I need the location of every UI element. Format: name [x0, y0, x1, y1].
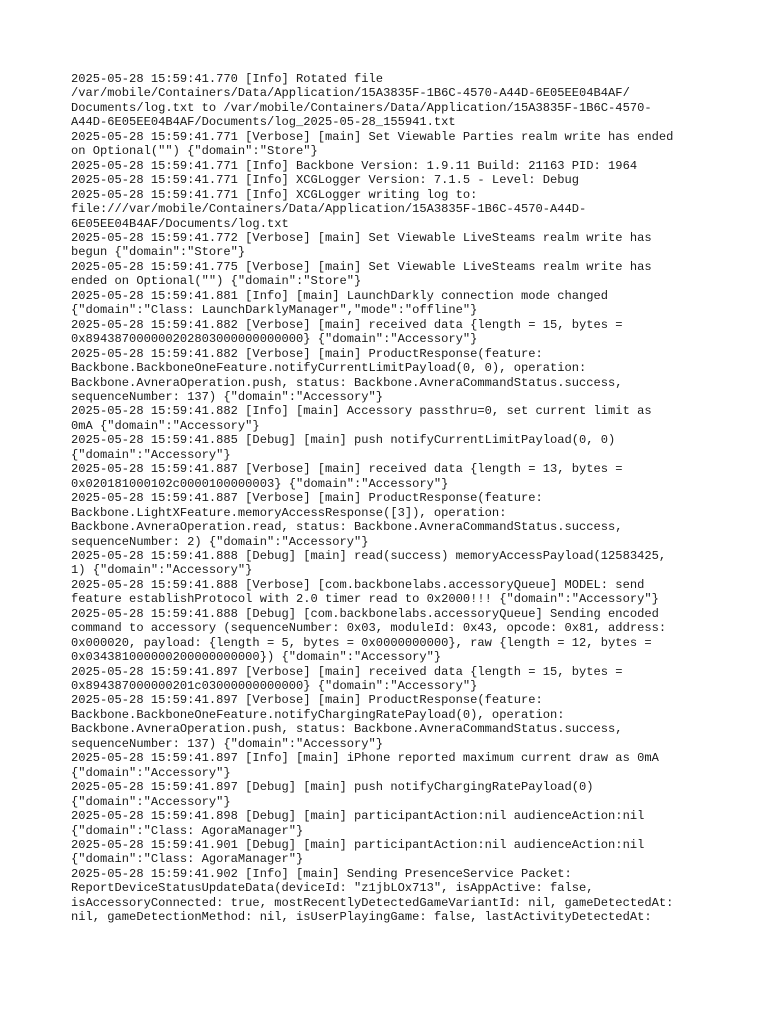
log-line: 0x894387000000201c03000000000000} {"domain":"Accessory"}	[71, 679, 478, 694]
log-line: Backbone.LightXFeature.memoryAccessResponse([3]), operation:	[71, 505, 507, 520]
log-line: file:///var/mobile/Containers/Data/Application/15A3835F-1B6C-4570-A44D-	[71, 202, 587, 217]
log-line: 0x894387000000202803000000000000} {"domain":"Accessory"}	[71, 332, 478, 347]
log-line: /var/mobile/Containers/Data/Application/15A3835F-1B6C-4570-A44D-6E05EE04B4AF/	[71, 86, 630, 101]
log-line: nil, gameDetectionMethod: nil, isUserPlayingGame: false, lastActivityDetectedAt:	[71, 910, 652, 925]
log-line: 0x034381000000200000000000}) {"domain":"Accessory"}	[71, 650, 442, 665]
log-line: 2025-05-28 15:59:41.897 [Debug] [main] push notifyChargingRatePayload(0)	[71, 780, 594, 795]
log-line: sequenceNumber: 137) {"domain":"Accessory"}	[71, 736, 384, 751]
log-line: {"domain":"Class: LaunchDarklyManager","mode":"offline"}	[71, 303, 478, 318]
log-line: on Optional("") {"domain":"Store"}	[71, 144, 318, 159]
log-line: ended on Optional("") {"domain":"Store"}	[71, 274, 362, 289]
log-line: sequenceNumber: 2) {"domain":"Accessory"}	[71, 534, 369, 549]
log-line: {"domain":"Accessory"}	[71, 794, 231, 809]
log-line: 2025-05-28 15:59:41.881 [Info] [main] LaunchDarkly connection mode changed	[71, 288, 609, 303]
log-line: Backbone.BackboneOneFeature.notifyChargingRatePayload(0), operation:	[71, 707, 565, 722]
log-line: 2025-05-28 15:59:41.897 [Verbose] [main] ProductResponse(feature:	[71, 693, 543, 708]
log-line: 2025-05-28 15:59:41.888 [Debug] [main] read(success) memoryAccessPayload(12583425,	[71, 548, 667, 563]
log-line: 2025-05-28 15:59:41.888 [Debug] [com.backbonelabs.accessoryQueue] Sending encoded	[71, 606, 659, 621]
log-line: 2025-05-28 15:59:41.771 [Info] Backbone Version: 1.9.11 Build: 21163 PID: 1964	[71, 158, 638, 173]
log-line: 2025-05-28 15:59:41.901 [Debug] [main] participantAction:nil audienceAction:nil	[71, 838, 645, 853]
log-line: begun {"domain":"Store"}	[71, 245, 246, 260]
log-line: 0mA {"domain":"Accessory"}	[71, 418, 260, 433]
log-line: 2025-05-28 15:59:41.885 [Debug] [main] push notifyCurrentLimitPayload(0, 0)	[71, 433, 616, 448]
log-line: 2025-05-28 15:59:41.887 [Verbose] [main] received data {length = 13, bytes =	[71, 462, 623, 477]
log-line: A44D-6E05EE04B4AF/Documents/log_2025-05-28_155941.txt	[71, 115, 456, 130]
log-line: 2025-05-28 15:59:41.882 [Verbose] [main] received data {length = 15, bytes =	[71, 317, 623, 332]
log-line: sequenceNumber: 137) {"domain":"Accessory"}	[71, 389, 384, 404]
log-line: 2025-05-28 15:59:41.771 [Verbose] [main] Set Viewable Parties realm write has ended	[71, 129, 674, 144]
log-line: {"domain":"Class: AgoraManager"}	[71, 852, 304, 867]
log-line: 2025-05-28 15:59:41.771 [Info] XCGLogger Version: 7.1.5 - Level: Debug	[71, 173, 580, 188]
log-line: Backbone.BackboneOneFeature.notifyCurrentLimitPayload(0, 0), operation:	[71, 361, 587, 376]
log-line: Backbone.AvneraOperation.push, status: Backbone.AvneraCommandStatus.success,	[71, 722, 623, 737]
log-line: isAccessoryConnected: true, mostRecentlyDetectedGameVariantId: nil, gameDetectedAt:	[71, 895, 674, 910]
log-line: 2025-05-28 15:59:41.887 [Verbose] [main] ProductResponse(feature:	[71, 491, 543, 506]
log-line: 2025-05-28 15:59:41.888 [Verbose] [com.backbonelabs.accessoryQueue] MODEL: send	[71, 577, 645, 592]
log-line: 2025-05-28 15:59:41.897 [Verbose] [main] received data {length = 15, bytes =	[71, 664, 623, 679]
log-line: Backbone.AvneraOperation.read, status: Backbone.AvneraCommandStatus.success,	[71, 520, 623, 535]
log-line: 0x000020, payload: {length = 5, bytes = 0x0000000000}, raw {length = 12, bytes =	[71, 635, 652, 650]
log-line: command to accessory (sequenceNumber: 0x03, moduleId: 0x43, opcode: 0x81, address:	[71, 621, 667, 636]
log-line: 1) {"domain":"Accessory"}	[71, 563, 253, 578]
log-line: 2025-05-28 15:59:41.771 [Info] XCGLogger writing log to:	[71, 187, 478, 202]
log-line: 2025-05-28 15:59:41.882 [Info] [main] Accessory passthru=0, set current limit as	[71, 404, 652, 419]
log-line: Backbone.AvneraOperation.push, status: Backbone.AvneraCommandStatus.success,	[71, 375, 623, 390]
log-line: ReportDeviceStatusUpdateData(deviceId: "z1jbLOx713", isAppActive: false,	[71, 881, 594, 896]
log-text-view	[71, 72, 711, 925]
log-line: 2025-05-28 15:59:41.882 [Verbose] [main] ProductResponse(feature:	[71, 346, 543, 361]
log-line: {"domain":"Class: AgoraManager"}	[71, 823, 304, 838]
log-line: 2025-05-28 15:59:41.897 [Info] [main] iPhone reported maximum current draw as 0mA	[71, 751, 659, 766]
log-line: 2025-05-28 15:59:41.898 [Debug] [main] participantAction:nil audienceAction:nil	[71, 809, 645, 824]
log-line: 0x020181000102c0000100000003} {"domain":"Accessory"}	[71, 476, 449, 491]
log-line: 2025-05-28 15:59:41.772 [Verbose] [main] Set Viewable LiveSteams realm write has	[71, 230, 652, 245]
log-line: {"domain":"Accessory"}	[71, 447, 231, 462]
log-line: {"domain":"Accessory"}	[71, 765, 231, 780]
log-line: Documents/log.txt to /var/mobile/Containers/Data/Application/15A3835F-1B6C-4570-	[71, 100, 652, 115]
log-line: 2025-05-28 15:59:41.902 [Info] [main] Sending PresenceService Packet:	[71, 866, 572, 881]
log-line: feature establishProtocol with 2.0 timer read to 0x2000!!! {"domain":"Accessory"}	[71, 592, 659, 607]
log-line: 2025-05-28 15:59:41.775 [Verbose] [main] Set Viewable LiveSteams realm write has	[71, 259, 652, 274]
log-line: 2025-05-28 15:59:41.770 [Info] Rotated file	[71, 72, 384, 86]
log-line: 6E05EE04B4AF/Documents/log.txt	[71, 216, 289, 231]
